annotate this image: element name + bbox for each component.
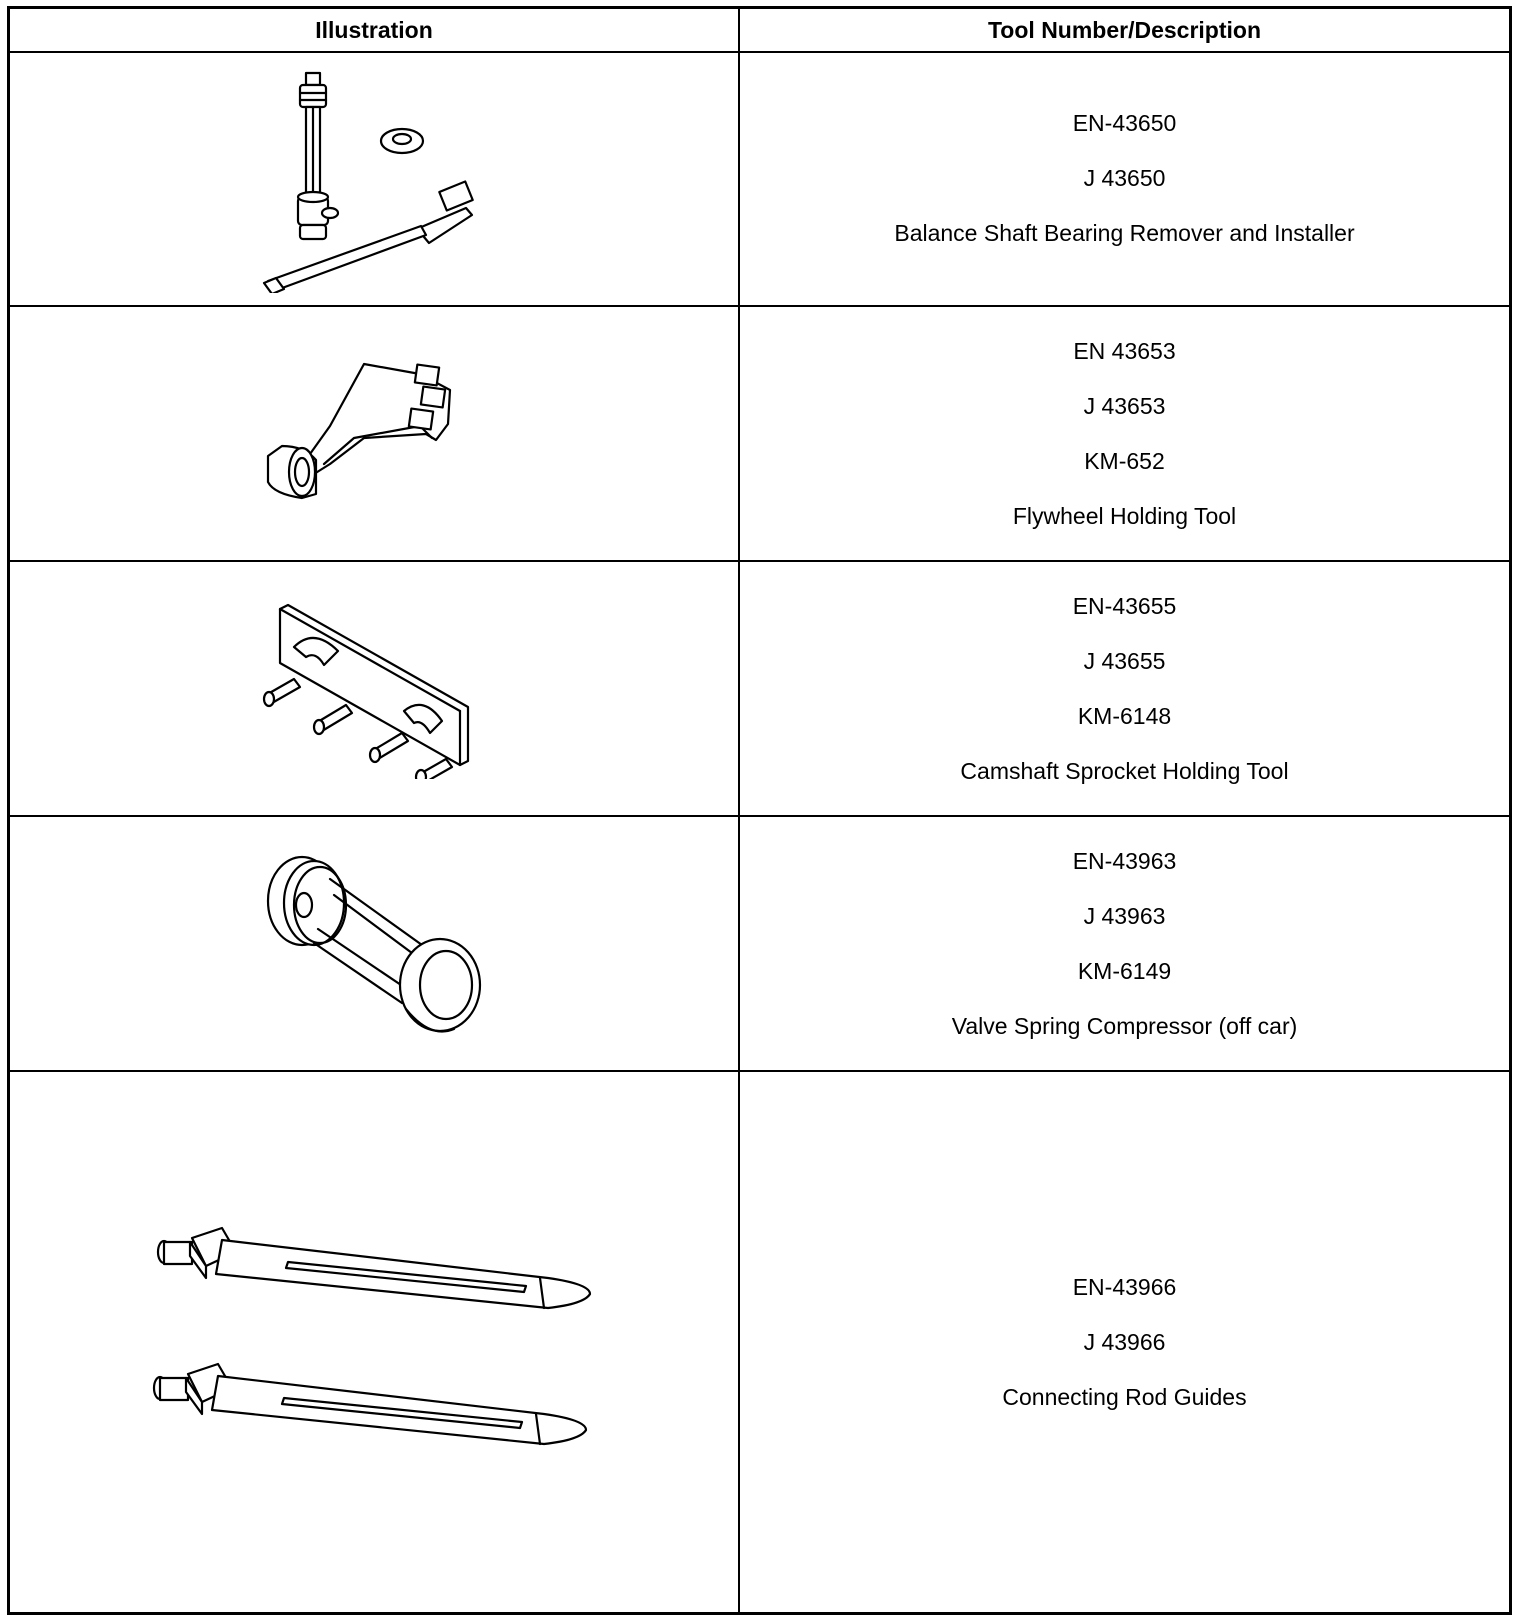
table-row	[10, 817, 1509, 1072]
table-row	[10, 562, 1509, 817]
tool-number-en: EN-43963	[1072, 847, 1177, 874]
tool-number-j: J 43963	[1083, 902, 1166, 929]
balance-shaft-bearing-tool-icon	[244, 63, 504, 293]
table-row	[10, 51, 1509, 307]
valve-spring-compressor-icon	[254, 849, 494, 1039]
tool-number-en: EN-43655	[1072, 592, 1177, 619]
tool-table	[7, 6, 1512, 1615]
illustration-cell	[10, 562, 738, 815]
tool-number-en: EN 43653	[1073, 337, 1176, 364]
connecting-rod-guides-icon	[144, 1212, 604, 1472]
rod-guide-top	[158, 1228, 590, 1308]
camshaft-sprocket-holding-tool-icon	[254, 599, 494, 779]
tool-number-j: J 43655	[1083, 647, 1166, 674]
table-header	[10, 9, 1509, 53]
description-cell	[740, 817, 1509, 1070]
tool-number-km: KM-6148	[1077, 702, 1172, 729]
tool-number-j: J 43650	[1083, 164, 1166, 191]
tool-number-j: J 43966	[1083, 1328, 1166, 1355]
tool-number-km: KM-6149	[1077, 957, 1172, 984]
rod-guide-bottom	[154, 1364, 586, 1444]
illustration-cell	[10, 817, 738, 1070]
tool-description: Connecting Rod Guides	[1002, 1383, 1247, 1410]
header-tool-description: Tool Number/Description	[987, 17, 1262, 43]
tool-number-en: EN-43650	[1072, 109, 1177, 136]
tool-number-en: EN-43966	[1072, 1273, 1177, 1300]
illustration-cell	[10, 307, 738, 560]
tool-description: Valve Spring Compressor (off car)	[951, 1012, 1298, 1039]
description-cell	[740, 562, 1509, 815]
table-row	[10, 1072, 1509, 1612]
tool-description: Flywheel Holding Tool	[1012, 502, 1237, 529]
tool-description: Camshaft Sprocket Holding Tool	[960, 757, 1289, 784]
description-cell	[740, 307, 1509, 560]
description-cell	[740, 1072, 1509, 1612]
illustration-cell	[10, 1072, 738, 1612]
illustration-cell	[10, 51, 738, 305]
flywheel-holding-tool-icon	[254, 354, 494, 514]
tool-number-km: KM-652	[1084, 447, 1165, 474]
description-cell	[740, 51, 1509, 305]
tool-description: Balance Shaft Bearing Remover and Installer	[894, 219, 1355, 246]
table-row	[10, 307, 1509, 562]
tool-number-j: J 43653	[1083, 392, 1166, 419]
header-illustration: Illustration	[315, 17, 433, 43]
